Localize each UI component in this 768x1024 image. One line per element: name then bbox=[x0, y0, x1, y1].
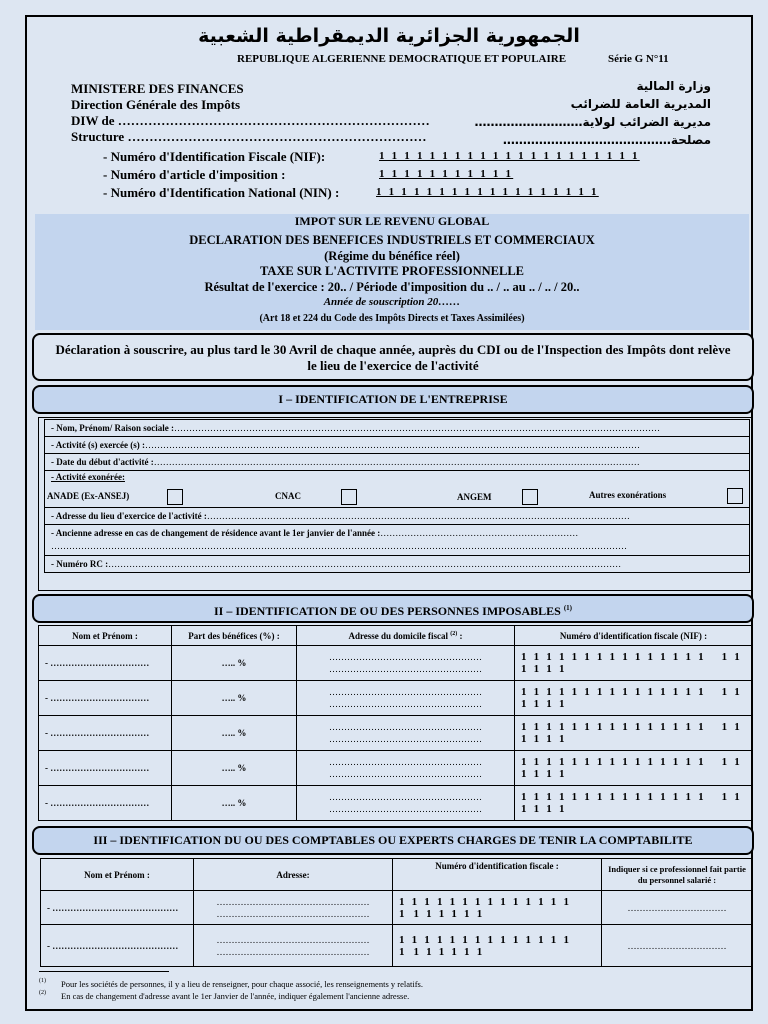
taxpayer-nif[interactable]: 1 1 1 1 1 1 1 1 1 1 1 1 1 1 1 1 1 1 1 1 1 bbox=[515, 646, 753, 681]
structure-field[interactable]: Structure …………………………………………………………… bbox=[71, 129, 427, 144]
deadline-notice bbox=[32, 333, 754, 381]
enterprise-table bbox=[44, 419, 750, 573]
nin-value[interactable]: 1 1 1 1 1 1 1 1 1 1 1 1 1 1 1 1 1 1 bbox=[376, 186, 599, 198]
taxpayer-address[interactable]: …………………………………………… …………………………………………… bbox=[297, 716, 515, 751]
nom-row[interactable]: - Nom, Prénom/ Raison sociale :……………………………………………………………………………………………………………………………………………… bbox=[45, 420, 750, 437]
acc-col-salarie: Indiquer si ce professionnel fait partie du personnel salarié : bbox=[602, 859, 753, 891]
nin-label: - Numéro d'Identification National (NIN) : bbox=[103, 185, 340, 200]
taxpayer-name[interactable]: - …………………………… bbox=[39, 646, 172, 681]
footnote-2-mark: (2) bbox=[39, 990, 46, 996]
adresse-label: - Adresse du lieu d'exercice de l'activité : bbox=[51, 511, 207, 521]
taxpayer-nif[interactable]: 1 1 1 1 1 1 1 1 1 1 1 1 1 1 1 1 1 1 1 1 1 bbox=[515, 751, 753, 786]
footnote-2: En cas de changement d'adresse avant le 1er Janvier de l'année, indiquer également l'ancienne adresse. bbox=[61, 991, 410, 1001]
footnote-1-mark: (1) bbox=[39, 978, 46, 984]
ministry-label: MINISTERE DES FINANCES bbox=[71, 81, 244, 96]
banner-line-1: IMPOT SUR LE REVENU GLOBAL bbox=[294, 214, 490, 228]
structure-arabic[interactable]: مصلحة…………………………………… bbox=[502, 133, 711, 147]
acc-col-adresse: Adresse: bbox=[194, 859, 393, 891]
taxpayer-address[interactable]: …………………………………………… …………………………………………… bbox=[297, 751, 515, 786]
date-row[interactable]: - Date du début d'activité :……………………………………………………………………………………………………………………………………………… bbox=[45, 454, 750, 471]
notice-text: Déclaration à souscrire, au plus tard le 30 Avril de chaque année, auprès du CDI ou de l'Inspection des Impôts dont relève le lieu de l'exercice de l'activité bbox=[55, 342, 731, 373]
autres-checkbox[interactable] bbox=[727, 488, 743, 504]
nif-value[interactable]: 1 1 1 1 1 1 1 1 1 1 1 1 1 1 1 1 1 1 1 1 1 bbox=[379, 150, 640, 162]
col-adresse bbox=[297, 626, 515, 646]
ancienne-label: - Ancienne adresse en cas de changement de résidence avant le 1er janvier de l'année : bbox=[51, 528, 381, 538]
article-value[interactable]: 1 1 1 1 1 1 1 1 1 1 1 bbox=[379, 168, 514, 180]
section-2-title-sup: (1) bbox=[563, 604, 573, 612]
exoneree-row bbox=[45, 471, 750, 508]
section-2-title-text: II – IDENTIFICATION DE OU DES PERSONNES IMPOSABLES bbox=[213, 604, 561, 618]
cnac-label: CNAC bbox=[275, 491, 301, 501]
table-row bbox=[41, 925, 753, 967]
table-row bbox=[39, 786, 753, 821]
table-row bbox=[39, 646, 753, 681]
taxpayer-share[interactable]: ….. % bbox=[172, 751, 297, 786]
ancienne-row[interactable]: - Ancienne adresse en cas de changement de résidence avant le 1er janvier de l'année :………………………………………………………… ………………………………………………………………………………………………………………………………………………………………………… bbox=[45, 525, 750, 556]
col-part: Part des bénéfices (%) : bbox=[172, 626, 297, 646]
taxpayer-address[interactable]: …………………………………………… …………………………………………… bbox=[297, 646, 515, 681]
activite-label: - Activité (s) exercée (s) : bbox=[51, 440, 146, 450]
rc-row[interactable]: - Numéro RC :……………………………………………………………………………………………………………………………………………………… bbox=[45, 556, 750, 573]
footnote-1: Pour les sociétés de personnes, il y a lieu de renseigner, pour chaque associé, les renseignements y relatifs. bbox=[61, 979, 423, 989]
taxpayers-table bbox=[38, 625, 753, 821]
acc-col-nom: Nom et Prénom : bbox=[41, 859, 194, 891]
accountant-address[interactable]: …………………………………………… …………………………………………… bbox=[194, 925, 393, 967]
taxpayer-share[interactable]: ….. % bbox=[172, 646, 297, 681]
french-title: REPUBLIQUE ALGERIENNE DEMOCRATIQUE ET POPULAIRE bbox=[237, 53, 567, 65]
banner-line-4: TAXE SUR L'ACTIVITE PROFESSIONNELLE bbox=[259, 264, 525, 278]
footnote-rule bbox=[39, 971, 169, 972]
section-2-title bbox=[32, 594, 754, 623]
title-banner bbox=[35, 214, 749, 330]
col-adresse-sup: (2) bbox=[450, 630, 458, 637]
anade-label: ANADE (Ex-ANSEJ) bbox=[47, 491, 130, 501]
taxpayer-share[interactable]: ….. % bbox=[172, 681, 297, 716]
accountant-salarie[interactable]: …………………………… bbox=[602, 891, 753, 925]
banner-line-7: (Art 18 et 224 du Code des Impôts Directs et Taxes Assimilées) bbox=[259, 313, 525, 324]
rc-label: - Numéro RC : bbox=[51, 559, 109, 569]
diw-arabic[interactable]: مديرية الضرائب لولاية……………………… bbox=[474, 115, 711, 129]
accountant-name[interactable]: - …………………………………… bbox=[41, 925, 194, 967]
taxpayer-share[interactable]: ….. % bbox=[172, 786, 297, 821]
nif-label: - Numéro d'Identification Fiscale (NIF): bbox=[103, 149, 326, 164]
form-page bbox=[25, 15, 753, 1011]
ministry-arabic: وزارة المالية bbox=[636, 79, 711, 93]
banner-line-5[interactable]: Résultat de l'exercice : 20.. / Période d'imposition du .. / .. au .. / .. / 20.. bbox=[204, 280, 580, 294]
taxpayer-share[interactable]: ….. % bbox=[172, 716, 297, 751]
diw-field[interactable]: DIW de ……………………………………………………………… bbox=[71, 113, 430, 128]
adresse-row[interactable]: - Adresse du lieu d'exercice de l'activité :…………………………………………………………………………………………………………………………… bbox=[45, 508, 750, 525]
taxpayer-nif[interactable]: 1 1 1 1 1 1 1 1 1 1 1 1 1 1 1 1 1 1 1 1 1 bbox=[515, 786, 753, 821]
acc-col-nif: Numéro d'identification fiscale : bbox=[393, 859, 602, 891]
arabic-title: الجمهورية الجزائرية الديمقراطية الشعبية bbox=[198, 25, 580, 47]
article-label: - Numéro d'article d'imposition : bbox=[103, 167, 286, 182]
dgi-label: Direction Générale des Impôts bbox=[71, 97, 241, 112]
cnac-checkbox[interactable] bbox=[341, 489, 357, 505]
col-nom: Nom et Prénom : bbox=[39, 626, 172, 646]
table-row bbox=[41, 891, 753, 925]
banner-line-3: (Régime du bénéfice réel) bbox=[324, 249, 460, 263]
table-row bbox=[39, 716, 753, 751]
exoneree-label: - Activité exonérée: bbox=[51, 472, 125, 482]
taxpayer-name[interactable]: - …………………………… bbox=[39, 751, 172, 786]
taxpayer-address[interactable]: …………………………………………… …………………………………………… bbox=[297, 786, 515, 821]
taxpayer-nif[interactable]: 1 1 1 1 1 1 1 1 1 1 1 1 1 1 1 1 1 1 1 1 1 bbox=[515, 716, 753, 751]
taxpayer-nif[interactable]: 1 1 1 1 1 1 1 1 1 1 1 1 1 1 1 1 1 1 1 1 1 bbox=[515, 681, 753, 716]
accountant-address[interactable]: …………………………………………… …………………………………………… bbox=[194, 891, 393, 925]
serie-number: Série G N°11 bbox=[608, 53, 669, 65]
autres-label: Autres exonérations bbox=[589, 490, 667, 500]
accountant-name[interactable]: - …………………………………… bbox=[41, 891, 194, 925]
nom-label: - Nom, Prénom/ Raison sociale : bbox=[51, 423, 174, 433]
col-adresse-text: Adresse du domicile fiscal bbox=[348, 630, 449, 641]
taxpayer-name[interactable]: - …………………………… bbox=[39, 786, 172, 821]
table-row bbox=[39, 751, 753, 786]
accountant-nif[interactable]: 1 1 1 1 1 1 1 1 1 1 1 1 1 1 1 1 1 1 1 1 1 bbox=[393, 891, 602, 925]
section-3-title: III – IDENTIFICATION DU OU DES COMPTABLES OU EXPERTS CHARGES DE TENIR LA COMPTABILITE bbox=[32, 826, 754, 855]
accountants-table bbox=[40, 858, 753, 967]
angem-checkbox[interactable] bbox=[522, 489, 538, 505]
taxpayer-name[interactable]: - …………………………… bbox=[39, 681, 172, 716]
section-1-title: I – IDENTIFICATION DE L'ENTREPRISE bbox=[32, 385, 754, 414]
taxpayer-name[interactable]: - …………………………… bbox=[39, 716, 172, 751]
accountant-salarie[interactable]: …………………………… bbox=[602, 925, 753, 967]
banner-line-6[interactable]: Année de souscription 20…… bbox=[323, 296, 461, 308]
accountant-nif[interactable]: 1 1 1 1 1 1 1 1 1 1 1 1 1 1 1 1 1 1 1 1 1 bbox=[393, 925, 602, 967]
anade-checkbox[interactable] bbox=[167, 489, 183, 505]
taxpayer-address[interactable]: …………………………………………… …………………………………………… bbox=[297, 681, 515, 716]
banner-line-2: DECLARATION DES BENEFICES INDUSTRIELS ET COMMERCIAUX bbox=[189, 233, 595, 247]
col-nif: Numéro d'identification fiscale (NIF) : bbox=[515, 626, 753, 646]
activite-row[interactable]: - Activité (s) exercée (s) :………………………………………………………………………………………………………………………………………………… bbox=[45, 437, 750, 454]
date-label: - Date du début d'activité : bbox=[51, 457, 154, 467]
col-adresse-end: : bbox=[457, 630, 463, 641]
angem-label: ANGEM bbox=[457, 492, 492, 502]
table-row bbox=[39, 681, 753, 716]
dgi-arabic: المديرية العامة للضرائب bbox=[570, 97, 711, 111]
